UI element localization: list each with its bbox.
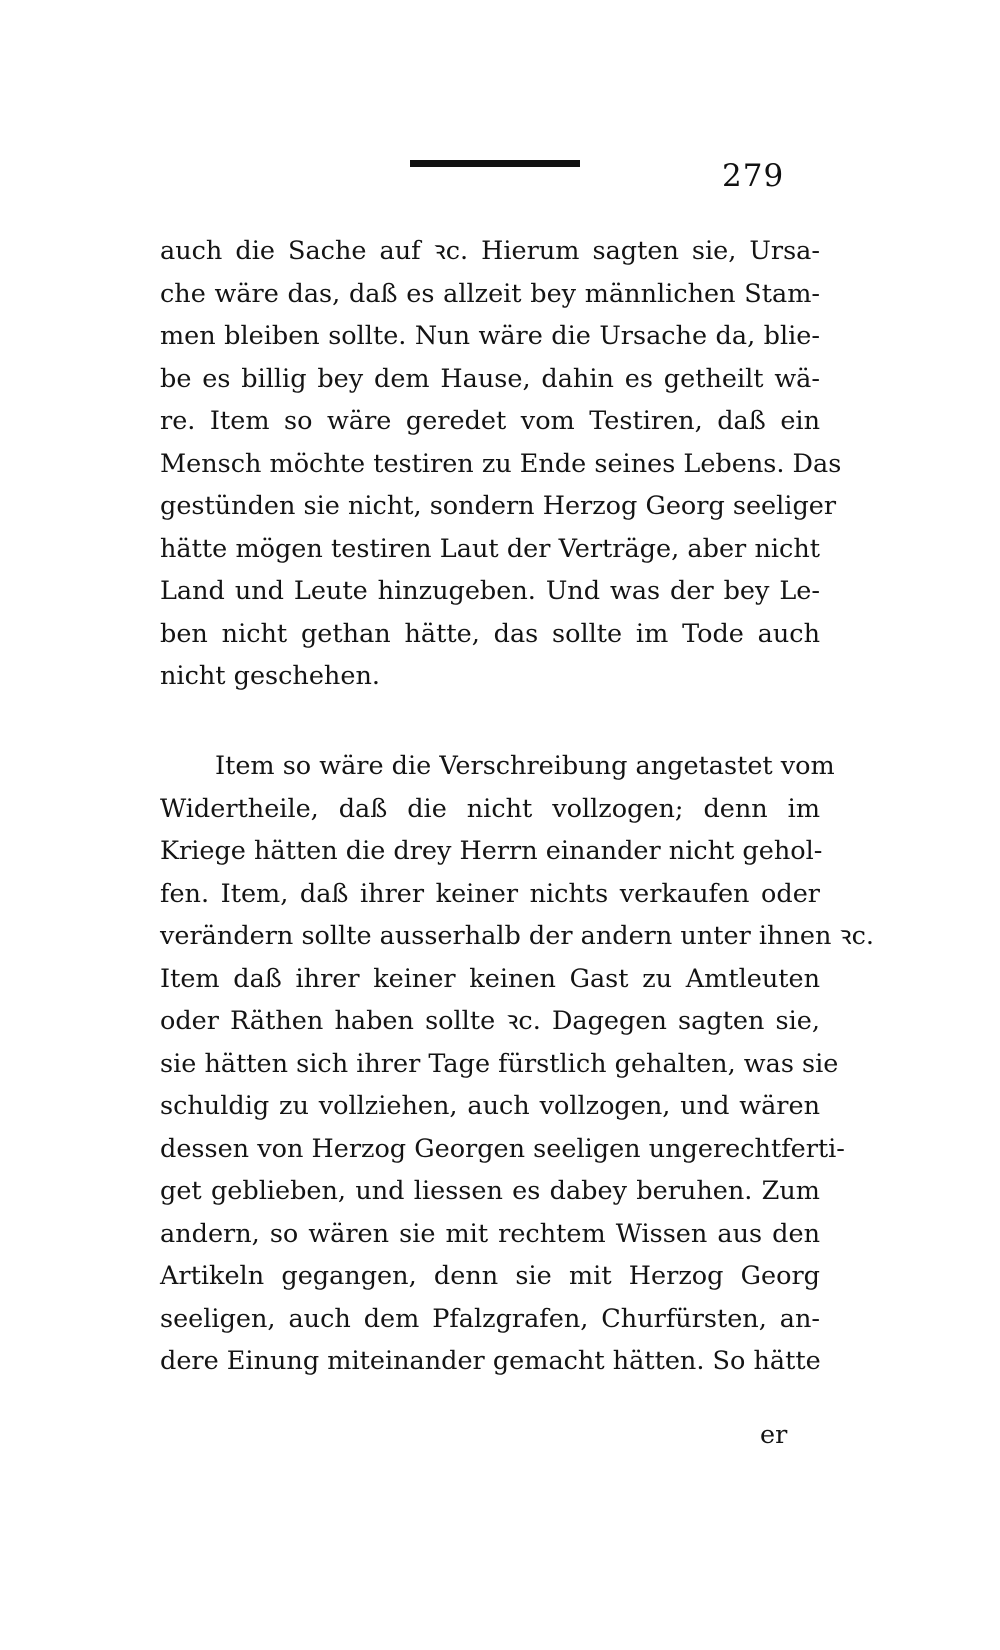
text-line: oder Räthen haben sollte ꝛc. Dagegen sagten sie, <box>160 1006 820 1036</box>
text-line: sie hätten sich ihrer Tage fürstlich gehalten, was sie <box>160 1048 839 1079</box>
text-line: che wäre das, daß es allzeit bey männlichen Stam- <box>160 278 820 309</box>
text-line: gestünden sie nicht, sondern Herzog Georg seeliger <box>160 491 837 521</box>
text-line: dere Einung miteinander gemacht hätten. So hätte <box>160 1346 821 1376</box>
text-line: Kriege hätten die drey Herrn einander nicht gehol- <box>160 836 823 866</box>
text-line: andern, so wären sie mit rechtem Wissen aus den <box>160 1218 820 1249</box>
text-line: verändern sollte ausserhalb der andern unter ihnen ꝛc. <box>160 921 874 951</box>
text-line: Item so wäre die Verschreibung angetastet vom <box>215 751 835 781</box>
text-line: schuldig zu vollziehen, auch vollzogen, und wären <box>160 1091 820 1121</box>
text-line: Land und Leute hinzugeben. Und was der bey Le- <box>160 576 820 606</box>
text-line: hätte mögen testiren Laut der Verträge, aber nicht <box>160 533 820 564</box>
paragraph-1 <box>160 230 842 698</box>
text-line: Item daß ihrer keiner keinen Gast zu Amtleuten <box>160 963 820 994</box>
text-line: men bleiben sollte. Nun wäre die Ursache da, blie- <box>160 321 820 351</box>
text-line: dessen von Herzog Georgen seeligen ungerechtferti- <box>160 1133 845 1164</box>
text-line: fen. Item, daß ihrer keiner nichts verkaufen oder <box>160 878 820 909</box>
text-line: Artikeln gegangen, denn sie mit Herzog Georg <box>160 1261 820 1291</box>
page-number: 279 <box>722 158 785 194</box>
text-line: be es billig bey dem Hause, dahin es getheilt wä- <box>160 363 820 394</box>
text-line: seeligen, auch dem Pfalzgrafen, Churfürsten, an- <box>160 1303 820 1334</box>
text-line: Mensch möchte testiren zu Ende seines Lebens. Das <box>160 448 842 479</box>
text-line: auch die Sache auf ꝛc. Hierum sagten sie, Ursa- <box>160 236 820 266</box>
text-line: nicht geschehen. <box>160 661 380 691</box>
text-line: Widertheile, daß die nicht vollzogen; denn im <box>160 793 820 824</box>
header-rule <box>410 160 580 167</box>
catchword: er <box>760 1420 788 1450</box>
text-line: get geblieben, und liessen es dabey beruhen. Zum <box>160 1176 820 1206</box>
text-line: ben nicht gethan hätte, das sollte im Tode auch <box>160 618 820 649</box>
text-line: re. Item so wäre geredet vom Testiren, daß ein <box>160 406 820 436</box>
paragraph-2 <box>160 745 874 1383</box>
